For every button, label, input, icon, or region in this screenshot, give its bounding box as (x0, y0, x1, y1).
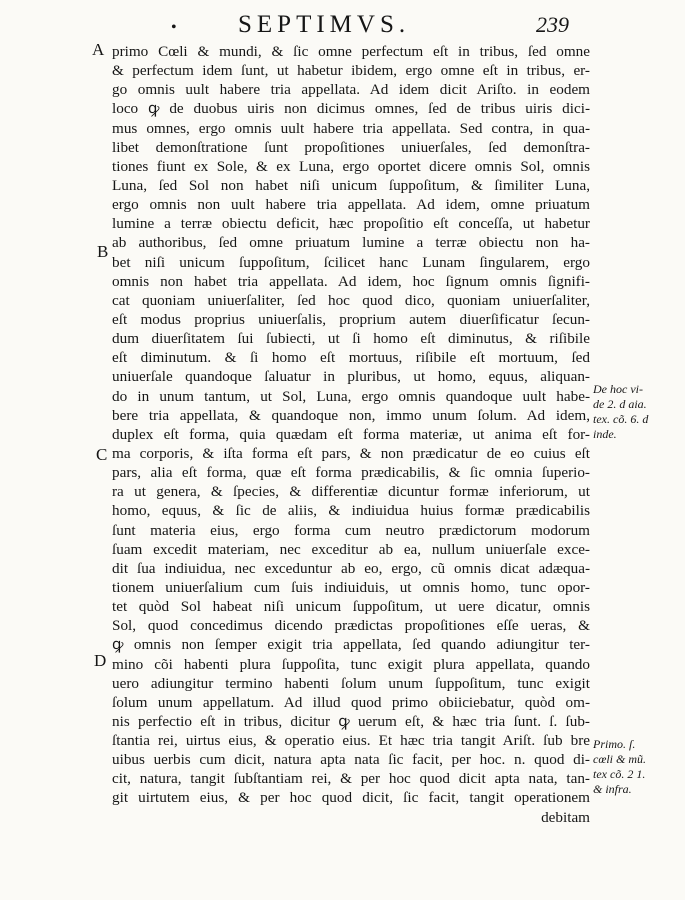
margin-note-line: cœli & mũ. (593, 752, 646, 766)
text-line: pars, alia eſt forma, quæ eſt forma prædicabilis, & ſic omnia ſuperio- (112, 464, 590, 482)
text-line: bere tria appellata, & quandoque non, immo unum ſolum. Ad idem, (112, 406, 590, 424)
text-line: do in unum tantum, ut Sol, Luna, ergo omnis quandoque uult habe- (112, 387, 590, 405)
text-line: Sol, quod concedimus dicendo prædictas propoſitiones eſſe ueras, & (112, 617, 590, 635)
text-line: dum diuerſitatem ſui ſubiecti, ut ſi homo eſt diminutus, & riſibile (112, 330, 590, 348)
section-marker-d: D (94, 651, 107, 670)
text-line: ſolum unum appellatum. Ad illud quod primo obiiciebatur, quòd om- (112, 693, 590, 711)
margin-note-line: de 2. d aia. (593, 397, 647, 411)
text-line: homo, equus, & ſic de aliis, & indiuidua huius formæ prædicabilis (112, 502, 590, 520)
section-marker-b: B (97, 242, 109, 261)
header-ornament: • (171, 19, 177, 36)
text-line: ab authoribus, ſed omne priuatum lumine a terræ obiectu non ha- (112, 234, 590, 252)
section-marker-c: C (96, 445, 108, 464)
text-line: tiones fiunt ex Sole, & ex Luna, ergo oportet dicere omnis Sol, omnis (112, 157, 590, 175)
text-line: ra ut genera, & ſpecies, & differentiæ dicuntur formæ inferiorum, ut (112, 483, 590, 501)
text-line: ſuam excedit materiam, nec exceditur ab ea, nullum uniuerſale exce- (112, 540, 590, 558)
margin-note-line: inde. (593, 427, 617, 441)
text-line: libet demonſtratione ſunt propoſitiones uniuerſales, ſed demonſtra- (112, 138, 590, 156)
margin-note-line: tex cõ. 2 1. (593, 767, 646, 781)
text-line: primo Cœli & mundi, & ſic omne perfectum eſt in tribus, ſed omne (112, 43, 590, 60)
margin-note-line: De hoc vi- (593, 382, 643, 396)
text-line: & perfectum idem ſunt, ut habetur ibidem, ergo omne eſt in tribus, er- (112, 62, 590, 80)
text-line: tet quòd Sol habeat niſi unicum ſuppoſitum, ut uere dicatur, omnis (112, 598, 590, 616)
margin-note-line: Primo. ſ. (593, 737, 636, 751)
text-line: nis perfectio eſt in tribus, dicitur ꝙ uerum eſt, & hæc tria ſunt. ſ. ſub- (112, 712, 590, 730)
running-header (0, 9, 685, 39)
text-line: ſunt materia eius, ergo forma cum neutro prædictorum modorum (112, 521, 590, 539)
text-line: uniuerſale quandoque ſaluatur in pluribus, ut homo, equus, aliquan- (112, 368, 590, 386)
text-line: go omnis uult habere tria appellata. Ad idem dicit Ariſto. in eodem (112, 81, 590, 99)
text-line: mus omnes, ergo omnis uult habere tria appellata. Sed contra, in qua- (112, 119, 590, 137)
text-line: ſtantia rei, uirtus eius, & operatio eius. Et hæc tria tangit Ariſt. ſub bre (112, 732, 590, 750)
text-line: git uirtutem eius, & per hoc quod dicit, ſic facit, tangit operationem (112, 789, 590, 807)
margin-note-1 (593, 382, 648, 442)
margin-note-2 (593, 737, 646, 797)
text-line: mino cõi habenti plura ſuppoſita, tunc exigit plura appellata, quando (112, 655, 590, 673)
text-line: ꝙ omnis non ſemper exigit tria appellata, ſed quando adiungitur ter- (112, 636, 590, 654)
catchword: debitam (541, 808, 590, 826)
text-line: Luna, ſed Sol non habet niſi unicum ſuppoſitum, & ſimiliter Luna, (112, 176, 590, 194)
text-line: ergo omnis non uult habere tria appellata. Ad idem, omne priuatum (112, 196, 590, 214)
text-line: cat quoniam uniuerſaliter, ſed hoc quod dico, quoniam uniuerſaliter, (112, 291, 590, 309)
text-line: cit, natura, tangit ſubſtantiam rei, & per hoc quod dicit apta nata, tan- (112, 770, 590, 788)
text-line: bet niſi unicum ſuppoſitum, ſcilicet hanc Lunam ſingularem, ergo (112, 253, 590, 271)
text-line: eſt diminutum. & ſi homo eſt mortuus, riſibile eſt mortuum, ſed (112, 349, 590, 367)
text-block (112, 42, 590, 827)
text-line: lumine a terræ obiectu deficit, hæc propoſitio eſt conceſſa, ut habetur (112, 215, 590, 233)
text-line: dit ſua indiuidua, nec exceduntur ab eo, ergo, cũ omnis dicat adæqua- (112, 559, 590, 577)
section-marker-a: A (92, 40, 105, 59)
text-line: omnis non habet tria appellata. Ad idem, hoc ſignum omnis ſignifi- (112, 272, 590, 290)
text-line: uero adiungitur termino habenti ſolum unum ſuppoſitum, tunc exigit (112, 674, 590, 692)
text-line: duplex eſt forma, quia quædam eſt forma materiæ, ut anima eſt for- (112, 425, 590, 443)
text-line: eſt modus proprius uniuerſalis, proprium autem diuerſificatur ſecun- (112, 310, 590, 328)
margin-note-line: tex. cõ. 6. d (593, 412, 649, 426)
text-line: uibus uerbis cum dicit, natura apta nata ſic facit, per hoc. n. quod di- (112, 751, 590, 769)
text-line: ma corporis, & iſta forma eſt pars, & non prædicatur de eo cuius eſt (112, 444, 590, 462)
running-title: SEPTIMVS. (238, 11, 411, 38)
text-line: tionem uniuerſalium cum ſuis indiuiduis, ut omnis homo, tunc opor- (112, 578, 590, 596)
text-line: loco ꝙ de duobus uiris non dicimus omnes, ſed de tribus uiris dici- (112, 100, 590, 118)
margin-note-line: & infra. (593, 782, 632, 796)
page-number: 239 (536, 12, 569, 37)
